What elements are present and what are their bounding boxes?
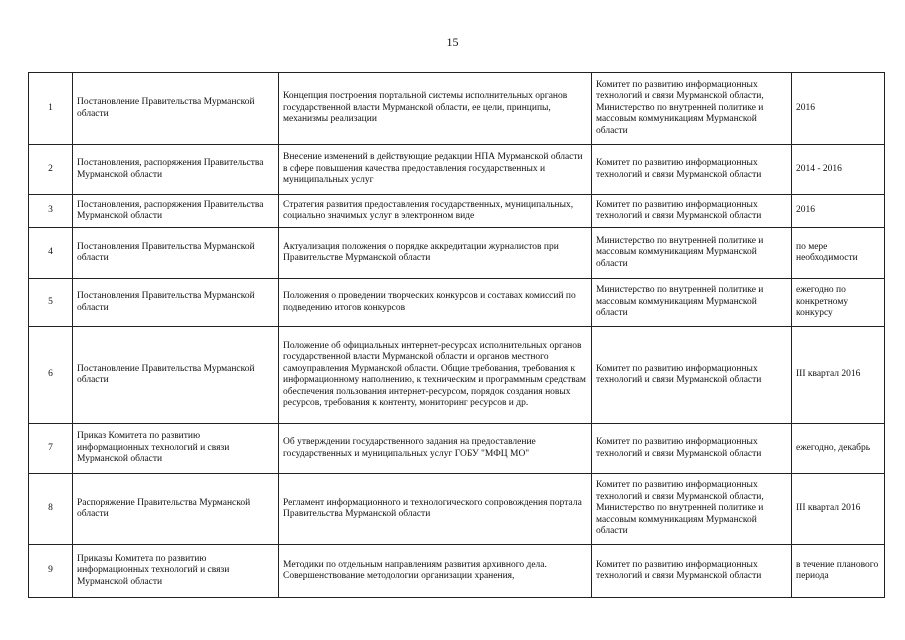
document-topic: Положения о проведении творческих конкурсов и составах комиссий по подведению итогов конкурсов [279, 279, 592, 327]
row-number: 2 [29, 145, 73, 195]
document-topic: Внесение изменений в действующие редакции НПА Мурманской области в сфере повышения качества предоставления государственных и муниципальных услуг [279, 145, 592, 195]
table-row [29, 545, 885, 598]
deadline: 2016 [792, 73, 885, 145]
table-row [29, 279, 885, 327]
responsible-body: Комитет по развитию информационных технологий и связи Мурманской области [592, 195, 792, 228]
row-number: 6 [29, 327, 73, 424]
document-topic: Методики по отдельным направлениям развития архивного дела. Совершенствование методологии организации хранения, [279, 545, 592, 598]
document-topic: Положение об официальных интернет-ресурсах исполнительных органов государственной власти Мурманской области и органов местного самоуправления Мурманской области. Общие требования, требования к информационному наполнению, к техническим и программным средствам обеспечения пользования интернет-ресурсом, порядок создания новых ресурсов, требования к контенту, мониторинг ресурсов и др. [279, 327, 592, 424]
document-type: Приказ Комитета по развитию информационных технологий и связи Мурманской области [73, 424, 279, 474]
deadline: ежегодно, декабрь [792, 424, 885, 474]
row-number: 3 [29, 195, 73, 228]
table-row [29, 228, 885, 279]
deadline: III квартал 2016 [792, 474, 885, 545]
page-number: 15 [446, 35, 459, 49]
table-row [29, 327, 885, 424]
table-row [29, 145, 885, 195]
responsible-body: Комитет по развитию информационных технологий и связи Мурманской области, Министерство по внутренней политике и массовым коммуникациям Мурманской области [592, 73, 792, 145]
document-type: Постановления, распоряжения Правительства Мурманской области [73, 195, 279, 228]
table-row [29, 424, 885, 474]
responsible-body: Комитет по развитию информационных технологий и связи Мурманской области [592, 327, 792, 424]
row-number: 5 [29, 279, 73, 327]
responsible-body: Комитет по развитию информационных технологий и связи Мурманской области [592, 424, 792, 474]
document-type: Постановление Правительства Мурманской области [73, 73, 279, 145]
deadline: 2016 [792, 195, 885, 228]
document-type: Постановления, распоряжения Правительства Мурманской области [73, 145, 279, 195]
document-type: Постановление Правительства Мурманской области [73, 327, 279, 424]
document-type: Постановления Правительства Мурманской области [73, 279, 279, 327]
row-number: 8 [29, 474, 73, 545]
responsible-body: Комитет по развитию информационных технологий и связи Мурманской области [592, 545, 792, 598]
responsible-body: Министерство по внутренней политике и массовым коммуникациям Мурманской области [592, 279, 792, 327]
table-row [29, 474, 885, 545]
row-number: 4 [29, 228, 73, 279]
responsible-body: Министерство по внутренней политике и массовым коммуникациям Мурманской области [592, 228, 792, 279]
deadline: 2014 - 2016 [792, 145, 885, 195]
plan-table [28, 72, 885, 598]
row-number: 9 [29, 545, 73, 598]
responsible-body: Комитет по развитию информационных технологий и связи Мурманской области [592, 145, 792, 195]
deadline: ежегодно по конкретному конкурсу [792, 279, 885, 327]
row-number: 7 [29, 424, 73, 474]
deadline: в течение планового периода [792, 545, 885, 598]
table-row [29, 73, 885, 145]
document-topic: Стратегия развития предоставления государственных, муниципальных, социально значимых услуг в электронном виде [279, 195, 592, 228]
document-topic: Концепция построения портальной системы исполнительных органов государственной власти Мурманской области, ее цели, принципы, механизмы реализации [279, 73, 592, 145]
row-number: 1 [29, 73, 73, 145]
document-type: Распоряжение Правительства Мурманской области [73, 474, 279, 545]
document-topic: Об утверждении государственного задания на предоставление государственных и муниципальных услуг ГОБУ "МФЦ МО" [279, 424, 592, 474]
table-row [29, 195, 885, 228]
document-type: Постановления Правительства Мурманской области [73, 228, 279, 279]
document-topic: Регламент информационного и технологического сопровождения портала Правительства Мурманской области [279, 474, 592, 545]
document-type: Приказы Комитета по развитию информационных технологий и связи Мурманской области [73, 545, 279, 598]
document-topic: Актуализация положения о порядке аккредитации журналистов при Правительстве Мурманской области [279, 228, 592, 279]
responsible-body: Комитет по развитию информационных технологий и связи Мурманской области, Министерство по внутренней политике и массовым коммуникациям Мурманской области [592, 474, 792, 545]
deadline: по мере необходимости [792, 228, 885, 279]
deadline: III квартал 2016 [792, 327, 885, 424]
